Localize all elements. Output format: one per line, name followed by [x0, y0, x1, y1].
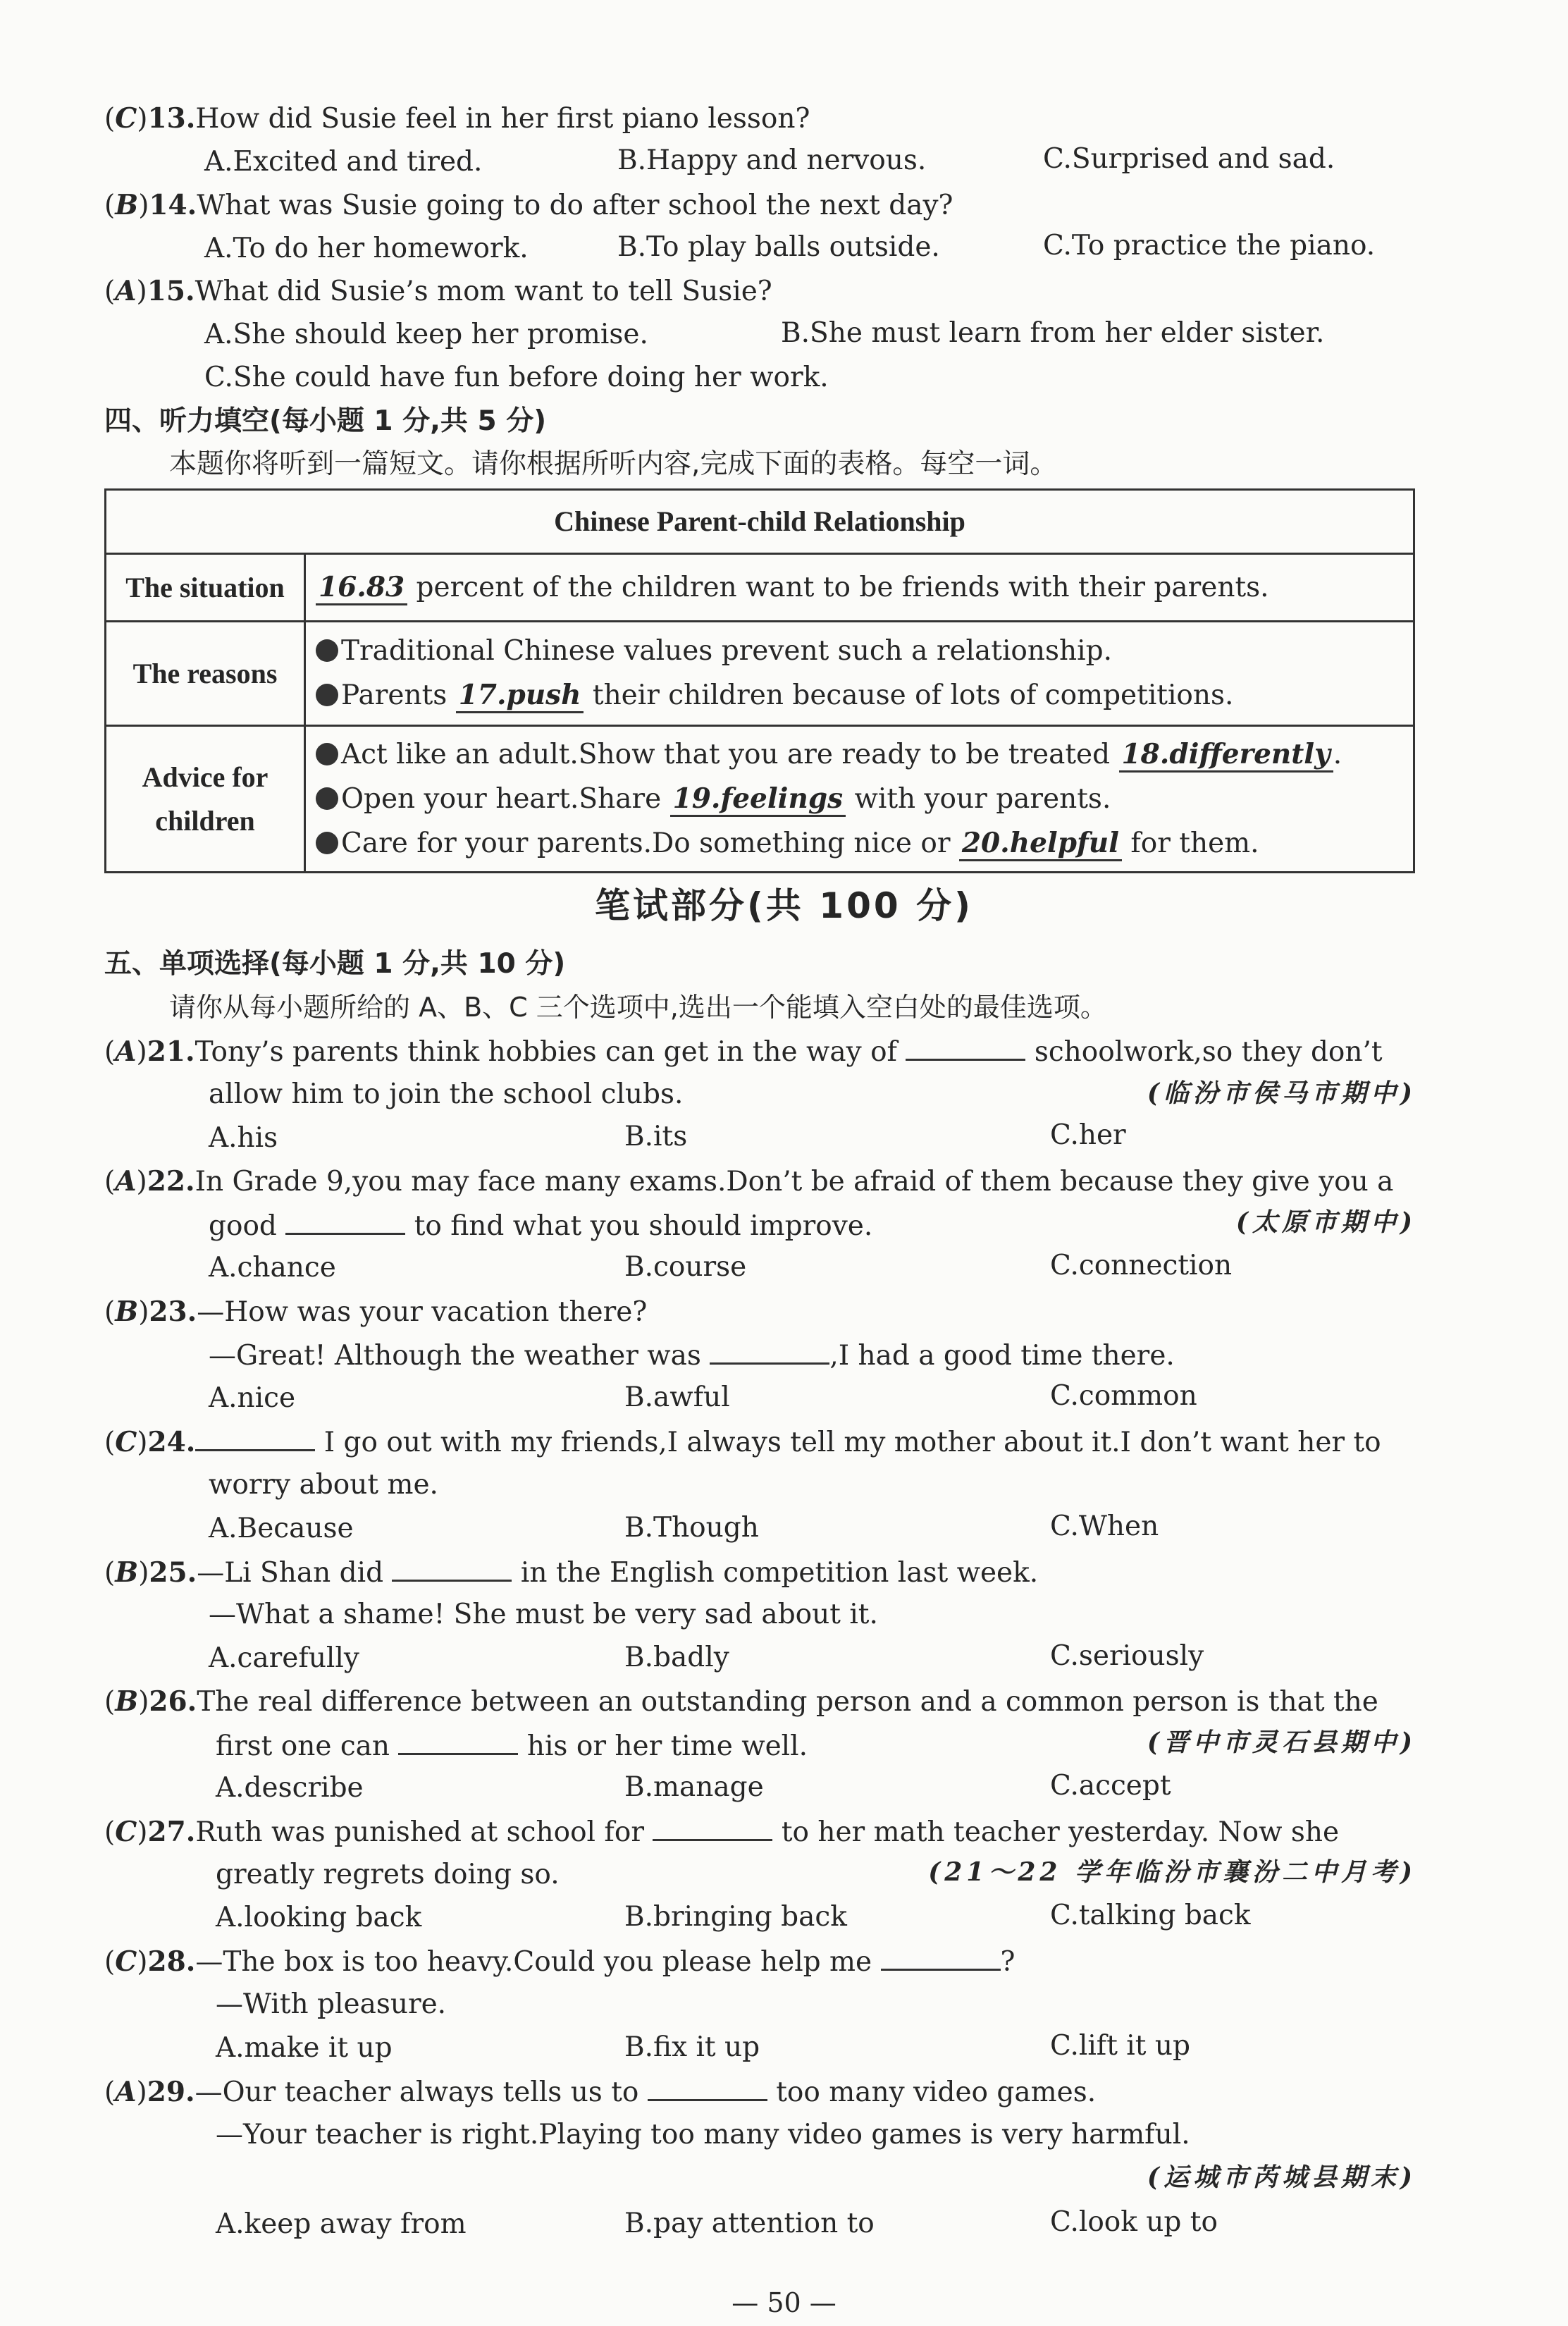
fill-19: 19.feelings: [670, 782, 846, 817]
blank-21: [906, 1035, 1025, 1061]
source-22: (太原市期中): [1235, 1207, 1416, 1237]
fill-17: 17.push: [456, 679, 584, 713]
label-reasons: The reasons: [106, 622, 305, 726]
fill-16: 16.83: [316, 571, 407, 605]
bullet-icon: [316, 684, 338, 706]
option-15b: B.She must learn from her elder sister.: [781, 317, 1325, 349]
question-13: (C)13.How did Susie feel in her first piano lesson?: [104, 102, 810, 135]
label-situation: The situation: [106, 554, 305, 622]
option-15c: C.She could have fun before doing her work.: [204, 362, 829, 393]
bullet-icon: [316, 639, 338, 662]
source-27: (21～22 学年临汾市襄汾二中月考): [928, 1857, 1416, 1887]
relationship-table: [104, 488, 1415, 873]
blank-25: [392, 1556, 512, 1582]
fill-18: 18.differently: [1119, 738, 1333, 773]
option-13a: A.Excited and tired.: [204, 146, 483, 178]
question-14: (B)14.What was Susie going to do after school the next day?: [104, 189, 953, 221]
option-14c: C.To practice the piano.: [1043, 230, 1376, 261]
written-section-title: 笔试部分(共 100 分): [595, 885, 973, 926]
situation-cell: 16.83 percent of the children want to be friends with their parents.: [305, 554, 1414, 622]
question-28: (C)28.—The box is too heavy.Could you please help me ?: [104, 1945, 1016, 1978]
blank-28: [881, 1945, 1001, 1971]
blank-27: [653, 1815, 772, 1841]
answer-13: C: [115, 102, 137, 135]
source-21: (临汾市侯马市期中): [1147, 1078, 1416, 1108]
option-14a: A.To do her homework.: [204, 233, 529, 264]
question-25: (B)25.—Li Shan did in the English competition last week.: [104, 1556, 1039, 1589]
question-21: (A)21.Tony’s parents think hobbies can get in the way of schoolwork,so they don’t: [104, 1035, 1383, 1068]
worksheet-page: (C)13.How did Susie feel in her first piano lesson? A.Excited and tired. B.Happy and nervous. C.Surprised and sad. (B)14.What was Susie going to do after school the next day? A.To do her homework. B.To play balls outside. C.To practice the piano. (A)15.What did Susie’s mom want to tell Susie? A.She should keep her promise. B.She must learn from her elder sister. C.She could have fun before doing her work. 四、听力填空(每小题 1 分,共 5 分) 本题你将听到一篇短文。请你根据所听内容,完成下面的表格。每空一词。 Chinese Parent-child Relationship The situation 16.83 percent of the children want to be friends with their parents. The reasons Traditional Chinese values prevent such a relationship. Parents 17.push their children because of lots of competitions. Advice for children Act like an adult.Show that you are ready to be treated 18.differently . Open your heart.Share 19.feelings with your parents. Care for your parents.Do something nice or 20.helpful for them. 笔试部分(共 100 分) 五、单项选择(每小题 1 分,共 10 分) 请你从每小题所给的 A、B、C 三个选项中,选出一个能填入空白处的最佳选项。 (A)21.Tony’s parents think hobbies can get in the way of schoolwork,so they don’t allow him to join the school clubs. (临汾市侯马市期中) A.his B.its C.her (A)22.In Grade 9,you may face many exams.Don’t be afraid of them because they give you a good to find what you should improve. (太原市期中) A.chance B.course C.connection (B)23.—How was your vacation there? —Great! Although the weather was ,I had a good time there. A.nice B.awful C.common (C)24. I go out with my friends,I always tell my mother about it.I don’t want her to worry about me. A.Because B.Though C.When (B)25.—Li Shan did in the English competition last week. —What a shame! She must be very sad about it. A.carefully B.badly C.seriously (B)26.The real difference between an outstanding person and a common person is that the first one can his or her time well. (晋中市灵石县期中) A.describe B.manage C.accept (C)27.Ruth was punished at school for to her math teacher yesterday. Now she greatly regrets doing so. (21～22 学年临汾市襄汾二中月考) A.looking back B.bringing back C.talking back (C)28.—The box is too heavy.Could you please help me ? —With pleasure. A.make it up B.fix it up C.lift it up (A)29.—Our teacher always tells us to too many video games. —Your teacher is right.Playing too many video games is very harmful. (运城市芮城县期末) A.keep away from B.pay attention to C.look up to — 50 —: [0, 0, 1568, 2326]
section-4-heading: 四、听力填空(每小题 1 分,共 5 分): [104, 405, 547, 437]
source-26: (晋中市灵石县期中): [1147, 1728, 1416, 1757]
option-15a: A.She should keep her promise.: [204, 319, 648, 350]
blank-23: [710, 1339, 829, 1365]
reasons-cell: Traditional Chinese values prevent such a relationship. Parents 17.push their children because of lots of competitions.: [305, 622, 1414, 726]
question-27: (C)27.Ruth was punished at school for to her math teacher yesterday. Now she: [104, 1816, 1340, 1848]
option-14b: B.To play balls outside.: [617, 231, 940, 263]
question-26: (B)26.The real difference between an outstanding person and a common person is that the: [104, 1685, 1378, 1718]
fill-20: 20.helpful: [959, 827, 1122, 861]
option-13b: B.Happy and nervous.: [617, 144, 927, 176]
question-15: (A)15.What did Susie’s mom want to tell Susie?: [104, 275, 772, 307]
page-number: — 50 —: [731, 2287, 837, 2318]
question-24: (C)24. I go out with my friends,I always tell my mother about it.I don’t want her to: [104, 1426, 1381, 1458]
blank-24: [195, 1425, 315, 1451]
blank-26: [398, 1729, 518, 1755]
table-title: Chinese Parent-child Relationship: [106, 490, 1414, 554]
section-5-heading: 五、单项选择(每小题 1 分,共 10 分): [104, 948, 566, 980]
question-22: (A)22.In Grade 9,you may face many exams.Don’t be afraid of them because they give you a: [104, 1165, 1394, 1198]
bullet-icon: [316, 787, 338, 810]
question-23: (B)23.—How was your vacation there?: [104, 1296, 648, 1328]
blank-22: [285, 1209, 405, 1235]
section-4-instruction: 本题你将听到一篇短文。请你根据所听内容,完成下面的表格。每空一词。: [169, 448, 1058, 480]
bullet-icon: [316, 832, 338, 854]
blank-29: [648, 2075, 767, 2101]
option-13c: C.Surprised and sad.: [1043, 143, 1335, 175]
section-5-instruction: 请你从每小题所给的 A、B、C 三个选项中,选出一个能填入空白处的最佳选项。: [169, 992, 1107, 1023]
source-29: (运城市芮城县期末): [1147, 2162, 1416, 2192]
label-advice: Advice for children: [106, 726, 305, 873]
question-29: (A)29.—Our teacher always tells us to too many video games.: [104, 2076, 1097, 2108]
advice-cell: Act like an adult.Show that you are ready to be treated 18.differently . Open your heart.Share 19.feelings with your parents. Care for your parents.Do something nice or 20.helpful for them.: [305, 726, 1414, 873]
bullet-icon: [316, 743, 338, 765]
